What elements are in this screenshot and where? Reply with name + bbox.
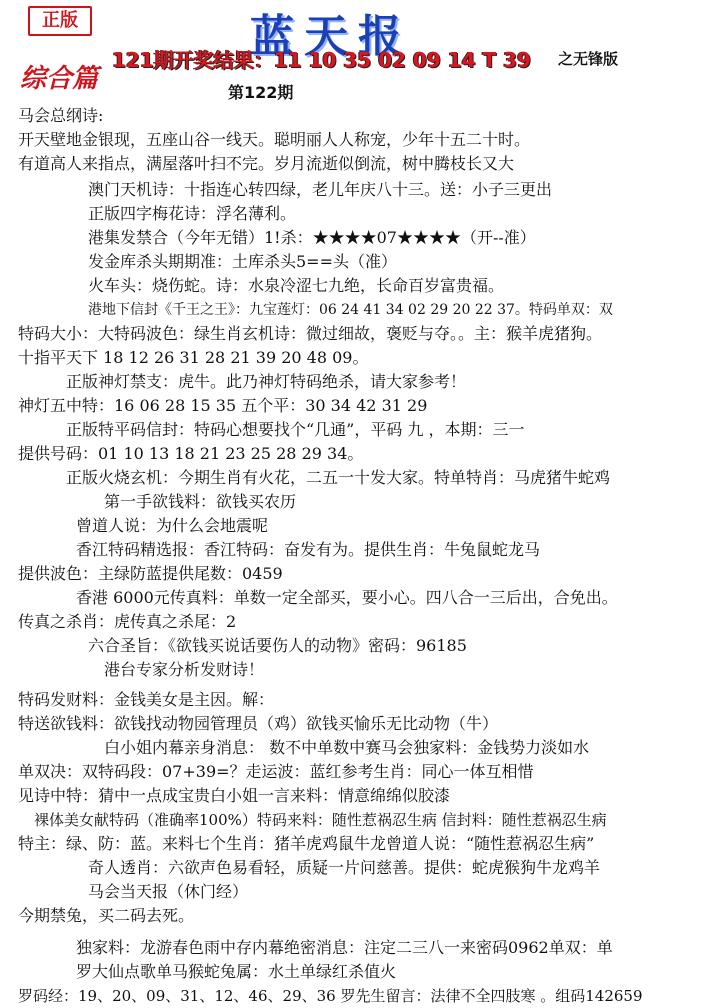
text-line: 神灯五中特：16 06 28 15 35 五个平：30 34 42 31 29 xyxy=(18,396,428,415)
text-line: 特送欲钱料：欲钱找动物园管理员（鸡）欲钱买愉乐无比动物（牛） xyxy=(18,714,499,733)
issue-number: 第122期 xyxy=(228,83,294,102)
text-line: 正版火烧玄机：今期生肖有火花，二五一十发大家。特单特肖：马虎猪牛蛇鸡 xyxy=(66,468,611,487)
text-line: 独家料：龙游春色雨中存内幕绝密消息：注定二三八一来密码0962单双：单 xyxy=(76,938,613,957)
text-line: 澳门天机诗：十指连心转四绿，老儿年庆八十三。送：小子三更出 xyxy=(88,180,553,199)
text-line: 正版神灯禁支：虎牛。此乃神灯特码绝杀，请大家参考！ xyxy=(66,372,467,391)
text-line: 正版特平码信封：特码心想要找个“几通”，平码 九 ，本期：三一 xyxy=(66,420,525,439)
text-line: 马会总纲诗: xyxy=(18,106,104,125)
text-line: 白小姐内幕亲身消息： 数不中单数中赛马会独家料：金钱势力淡如水 xyxy=(104,738,590,757)
draw-result: 121期开奖结果：11 10 35 02 09 14 T 39 xyxy=(112,48,531,72)
text-line: 奇人透肖：六欲声色易看轻，质疑一片问慈善。提供：蛇虎猴狗牛龙鸡羊 xyxy=(88,858,601,877)
text-line: 马会当天报（休门经） xyxy=(88,882,249,901)
text-line: 特码大小：大特码波色：绿生肖玄机诗：微过细故，褒贬与夺。。主：猴羊虎猪狗。 xyxy=(18,324,603,343)
text-line: 有道高人来指点，满屋落叶扫不完。岁月流逝似倒流，树中腾枝长又大 xyxy=(18,154,515,173)
text-line: 香江特码精选报：香江特码：奋发有为。提供生肖：牛兔鼠蛇龙马 xyxy=(76,540,541,559)
text-line: 港台专家分析发财诗！ xyxy=(104,660,265,679)
text-line: 火车头：烧伤蛇。诗：水泉冷涩七九绝，长命百岁富贵福。 xyxy=(88,276,505,295)
text-line: 六合圣旨：《欲钱买说话要伤人的动物》密码：96185 xyxy=(88,636,467,655)
text-line: 特主：绿、防：蓝。来料七个生肖：猪羊虎鸡鼠牛龙曾道人说：“随性惹祸忍生病” xyxy=(18,834,595,853)
text-line: 曾道人说：为什么会地震呢 xyxy=(76,516,269,535)
text-line: 罗码经：19、20、09、31、12、46、29、36 罗先生留言：法律不全四肢寒 。组码142659 xyxy=(18,987,643,1005)
text-line: 今期禁兔，买二码去死。 xyxy=(18,906,195,925)
text-line: 见诗中特：猜中一点成宝贵白小姐一言来料：情意绵绵似胶漆 xyxy=(18,786,451,805)
text-line: 十指平天下 18 12 26 31 28 21 39 20 48 09。 xyxy=(18,348,369,367)
text-line: 裸体美女献特码（准确率100%）特码来料：随性惹祸忍生病 信封料：随性惹祸忍生病 xyxy=(34,811,607,829)
genuine-badge: 正版 xyxy=(28,6,92,36)
text-line: 特码发财料：金钱美女是主因。解： xyxy=(18,690,275,709)
edition-label: 之无锋版 xyxy=(558,50,619,68)
text-line: 开天壁地金银现，五座山谷一线天。聪明丽人人称宠，少年十五二十时。 xyxy=(18,130,531,149)
text-line: 罗大仙点歌单马猴蛇兔属：水土单绿红杀值火 xyxy=(76,962,397,981)
text-line: 传真之杀肖：虎传真之杀尾：2 xyxy=(18,612,237,631)
text-line: 港集发禁合（今年无错）1!杀：★★★★07★★★★（开--准） xyxy=(88,228,536,247)
text-line: 第一手欲钱料：欲钱买农历 xyxy=(104,492,297,511)
page-title: 蓝天报 xyxy=(250,11,412,62)
text-line: 香港 6000元传真料：单数一定全部买，要小心。四八合一三后出，合免出。 xyxy=(76,588,618,607)
section-label: 综合篇 xyxy=(20,64,99,94)
text-line: 提供波色：主绿防蓝提供尾数：0459 xyxy=(18,564,283,583)
text-line: 单双决：双特码段：07+39=？走运波：蓝红参考生肖：同心一体互相惜 xyxy=(18,762,534,781)
text-line: 发金库杀头期期准：土库杀头5==头（准） xyxy=(88,252,397,271)
text-line: 正版四字梅花诗：浮名薄利。 xyxy=(88,204,297,223)
text-line: 港地下信封《千王之王》：九宝莲灯：06 24 41 34 02 29 20 22 37。特码单双：双 xyxy=(88,302,613,318)
text-line: 提供号码：01 10 13 18 21 23 25 28 29 34。 xyxy=(18,444,364,463)
